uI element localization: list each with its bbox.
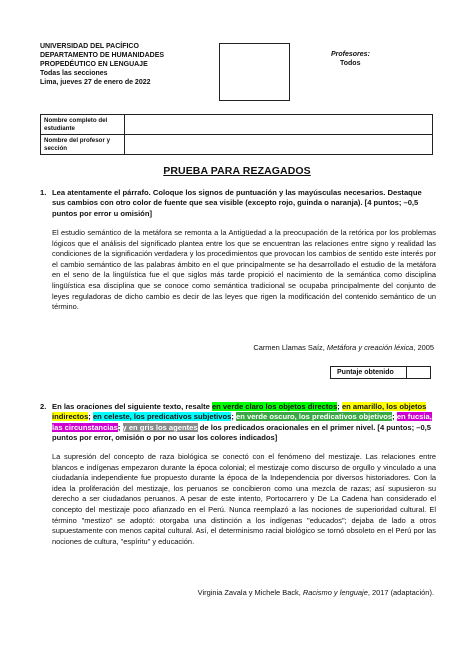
- grade-box[interactable]: [219, 43, 290, 101]
- student-info-table: [40, 114, 433, 155]
- student-name-field[interactable]: [125, 115, 433, 135]
- highlight-indirect-objects: en amarillo, los objetos indirectos: [52, 402, 427, 422]
- department-name: DEPARTAMENTO DE HUMANIDADES: [40, 52, 165, 59]
- highlight-subjective-predicatives: en celeste, los predicativos subjetivos: [92, 412, 232, 422]
- separator: ;: [88, 412, 93, 422]
- sections-text: Todas las secciones: [40, 70, 108, 77]
- question-1-citation: [253, 343, 434, 352]
- table-row: [41, 115, 433, 135]
- instruction-start: En las oraciones del siguiente texto, resalte: [52, 402, 212, 411]
- question-1-instruction: [40, 188, 435, 219]
- instruction-end: de los predicados oracionales en el primer nivel. [4 puntos; –0,5 puntos por error, omisión o por no usar los colores indicados]: [52, 422, 431, 442]
- citation-author: Carmen Llamas Saíz,: [253, 343, 327, 352]
- question-1-paragraph[interactable]: El estudio semántico de la metáfora se remonta a la Antigüedad a la preocupación de la retórica por los problemas lógicos que el análisis del significado plantea entre los que se encuentran las relaciones entre signo y realidad las condiciones de la significación verdadera y los procedimientos que provocan los cambios de sentido este interés por el cambio semántico de las palabras ámbito en el que principalmente se ha desarrollado el estudio de la metáfora en el seno de la lingüística fue el que siglos más tarde propició el nacimiento de la semántica como disciplina lingüística esa disciplina que se conoce como semántica tradicional se ocupaba principalmente del conjunto de leyes reguladoras de dicho cambio es decir de las leyes que rigen la modificación del contenido semántico de un término.: [52, 228, 436, 312]
- student-name-label: Nombre completo del estudiante: [41, 115, 125, 135]
- highlight-objective-predicatives: en verde oscuro, los predicativos objetivos: [236, 412, 393, 422]
- highlight-agents: y en gris los agentes: [122, 422, 198, 432]
- question-2-number: 2.: [40, 402, 47, 411]
- professor-section-label: Nombre del profesor y sección: [41, 135, 125, 155]
- question-2-text: [52, 402, 435, 443]
- question-2-paragraph[interactable]: La supresión del concepto de raza biológica se conectó con el fenómeno del mestizaje. Las relaciones entre blancos e indígenas empezaron durante la época colonial; el mestizaje como discurso de orgullo y vinculado a una ciudadanía independiente fue propuesto durante la época de la Independencia por diversos historiadores. Con la idea la proliferación del mestizaje, los peruanos se concibieron como una mezcla de razas; así supusieron su derecho a ser ciudadanos peruanos. A pesar de este intento, Portocarrero y De La Cadena han considerado el concepto del mestizaje poco afianzado en el Perú. Nunca reemplazó a las nociones de superioridad cultural. El término "mestizo" se adoptó: otorgaba una distinción a los indígenas "educados"; dejaba de lado a otros supuestamente con menos capital cultural. Así, el determinismo racial biológico se tornó obsoleto en el Perú por las nociones de cultura, "espíritu" y educación.: [52, 452, 436, 546]
- highlight-direct-objects: en verde claro los objetos directos: [211, 402, 338, 411]
- score-field[interactable]: [406, 367, 430, 378]
- question-2-instruction: [40, 402, 435, 443]
- separator: ;: [337, 402, 342, 411]
- table-row: [41, 135, 433, 155]
- score-label: Puntaje obtenido: [337, 369, 394, 376]
- course-name: PROPEDÉUTICO EN LENGUAJE: [40, 61, 148, 68]
- professors-label: Profesores:: [331, 51, 370, 58]
- question-1-text: Lea atentamente el párrafo. Coloque los signos de puntuación y las mayúsculas necesarios. Destaque sus cambios con otro color de fuente que sea visible (excepto rojo, guinda o naranja). [4 puntos; –0,5 puntos por error u omisión]: [52, 188, 422, 218]
- professors-value: Todos: [340, 60, 361, 67]
- separator: ;: [392, 412, 397, 422]
- citation-title: Metáfora y creación léxica: [326, 343, 414, 352]
- question-2-citation: [198, 588, 434, 597]
- question-1-number: 1.: [40, 188, 47, 197]
- separator: ;: [117, 422, 123, 432]
- citation-year: , 2017 (adaptación).: [367, 588, 434, 597]
- professor-section-field[interactable]: [125, 135, 433, 155]
- professors-block: [331, 50, 370, 68]
- separator: ;: [231, 412, 237, 422]
- citation-title: Racismo y lenguaje: [302, 588, 368, 597]
- exam-date: Lima, jueves 27 de enero de 2022: [40, 79, 151, 86]
- citation-author: Virginia Zavala y Michele Back,: [197, 588, 303, 597]
- exam-title: PRUEBA PARA REZAGADOS: [163, 165, 311, 177]
- highlight-circumstances: en fucsia, las circunstancias: [52, 412, 432, 432]
- institution-header: [40, 42, 164, 87]
- university-name: UNIVERSIDAD DEL PACÍFICO: [40, 43, 139, 50]
- citation-year: , 2005: [413, 343, 434, 352]
- score-box: [330, 366, 431, 379]
